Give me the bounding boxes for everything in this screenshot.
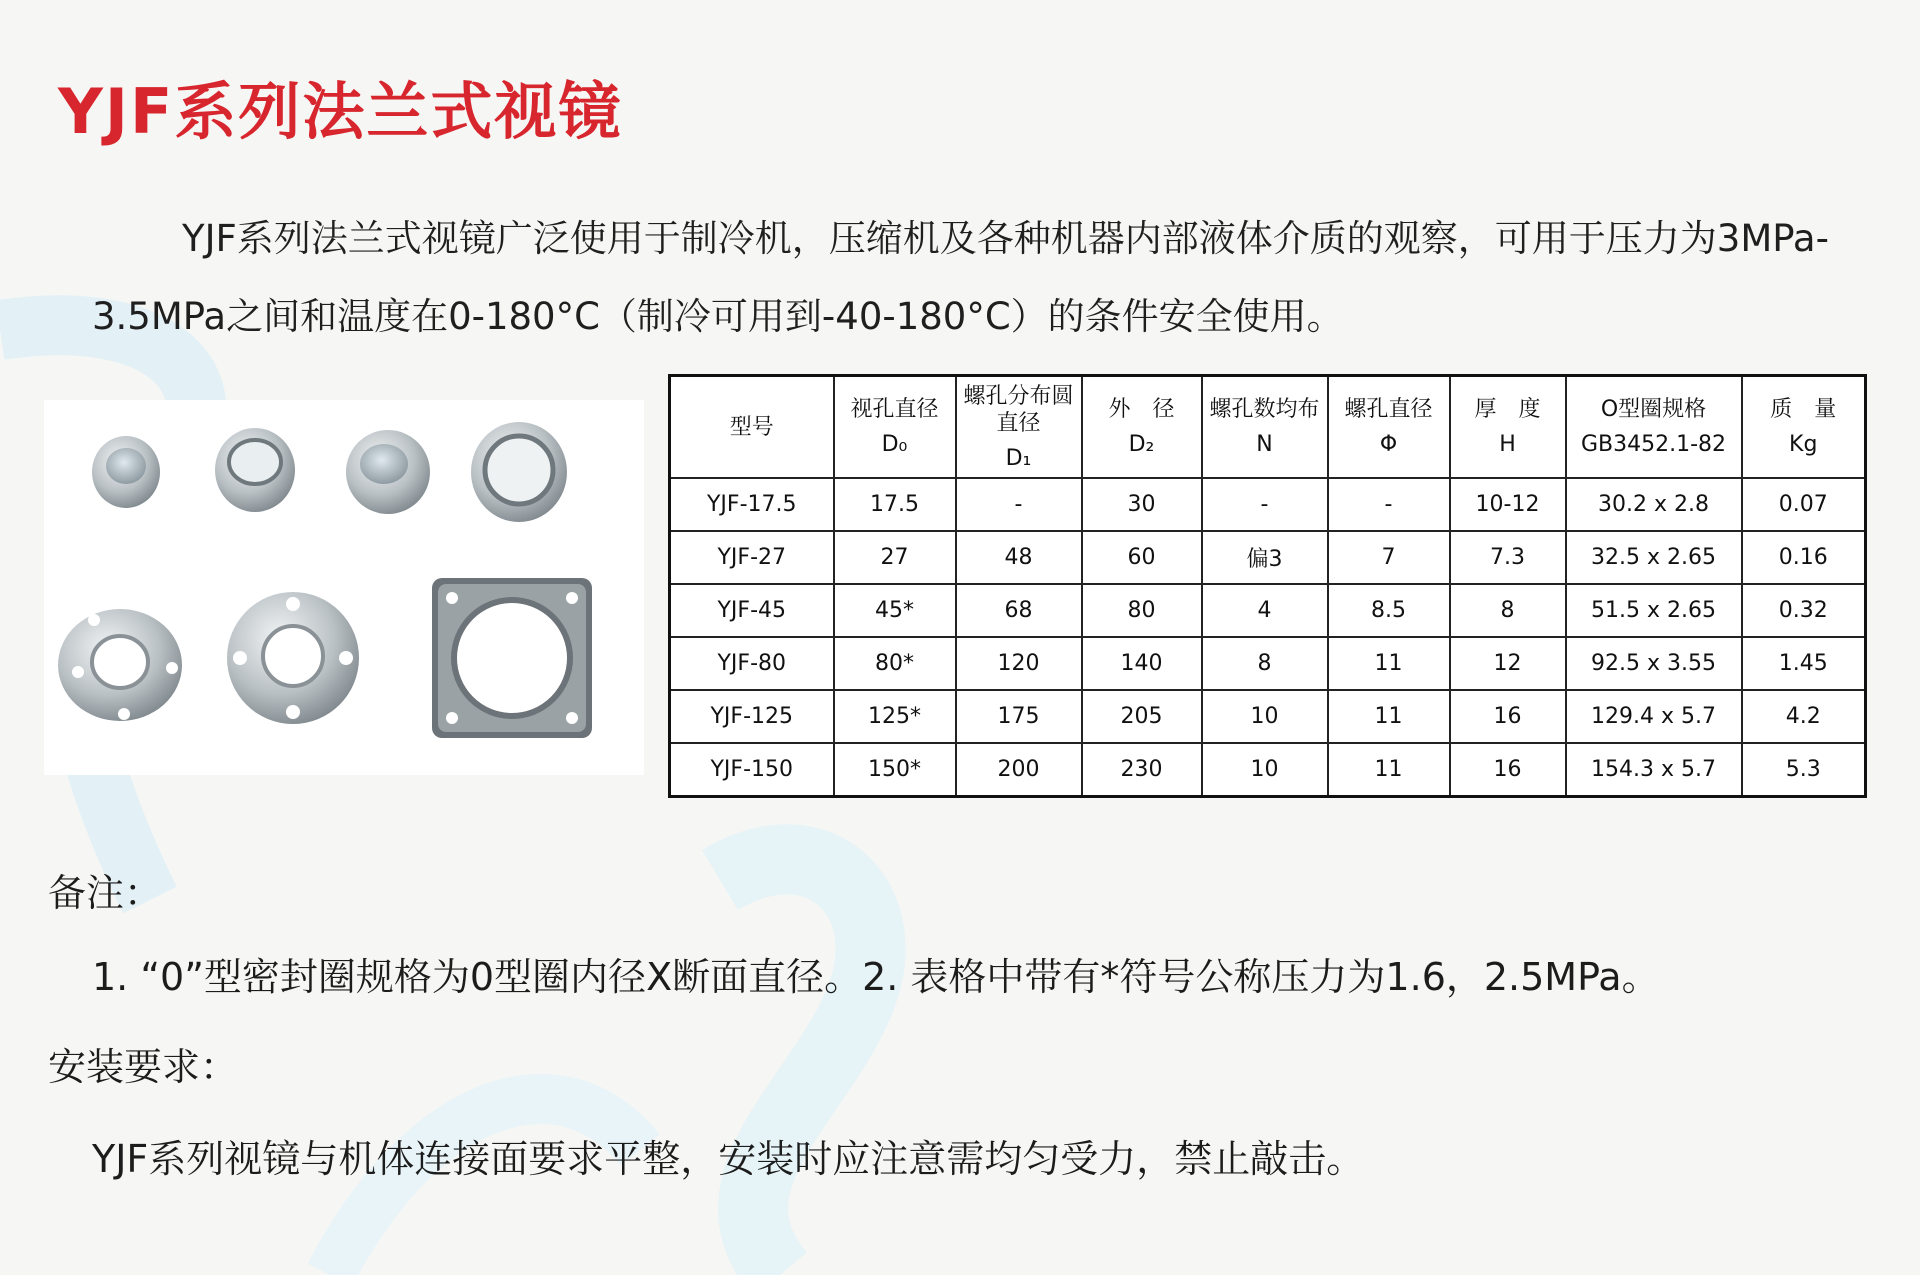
table-cell: 68 — [956, 584, 1082, 637]
table-row — [670, 478, 1866, 531]
table-cell: 8.5 — [1328, 584, 1450, 637]
notes-label: 备注： — [48, 871, 163, 915]
sight-glass-small-1 — [92, 436, 160, 508]
table-cell: - — [956, 478, 1082, 531]
table-cell: 51.5 x 2.65 — [1566, 584, 1742, 637]
install-label: 安装要求： — [48, 1045, 239, 1089]
table-cell: YJF-80 — [670, 637, 834, 690]
col-header-bolt-circle: 螺孔分布圆直径 D₁ — [956, 376, 1082, 479]
table-header-row — [670, 376, 1866, 479]
table-cell: 4 — [1202, 584, 1328, 637]
table-row — [670, 531, 1866, 584]
col-header-bolt-count: 螺孔数均布 N — [1202, 376, 1328, 479]
sight-glass-small-3 — [346, 430, 430, 514]
table-cell: 150* — [834, 743, 956, 797]
table-cell: - — [1202, 478, 1328, 531]
product-photo — [44, 400, 644, 775]
table-cell: 0.32 — [1742, 584, 1866, 637]
table-cell: 175 — [956, 690, 1082, 743]
table-cell: YJF-150 — [670, 743, 834, 797]
table-row — [670, 690, 1866, 743]
install-text: YJF系列视镜与机体连接面要求平整，安装时应注意需均匀受力，禁止敲击。 — [92, 1137, 1365, 1181]
table-cell: 11 — [1328, 743, 1450, 797]
table-cell: 10-12 — [1450, 478, 1566, 531]
table-cell: 16 — [1450, 690, 1566, 743]
table-cell: - — [1328, 478, 1450, 531]
table-cell: 16 — [1450, 743, 1566, 797]
table-cell: 205 — [1082, 690, 1202, 743]
table-cell: 11 — [1328, 690, 1450, 743]
sight-glass-small-4 — [471, 422, 567, 522]
col-header-bolt-diameter: 螺孔直径 Φ — [1328, 376, 1450, 479]
table-cell: 4.2 — [1742, 690, 1866, 743]
table-row — [670, 584, 1866, 637]
table-cell: 11 — [1328, 637, 1450, 690]
table-cell: 120 — [956, 637, 1082, 690]
table-cell: 45* — [834, 584, 956, 637]
intro-paragraph: YJF系列法兰式视镜广泛使用于制冷机，压缩机及各种机器内部液体介质的观察，可用于压力为3MPa-3.5MPa之间和温度在0-180°C（制冷可用到-40-180°C）的条件安全使用。 — [92, 217, 1829, 338]
sight-glass-illustration — [44, 400, 644, 775]
col-header-outer-diameter: 外 径 D₂ — [1082, 376, 1202, 479]
table-cell: 129.4 x 5.7 — [1566, 690, 1742, 743]
table-cell: YJF-45 — [670, 584, 834, 637]
page-title: YJF系列法兰式视镜 — [58, 75, 623, 148]
table-row — [670, 637, 1866, 690]
table-cell: YJF-125 — [670, 690, 834, 743]
table-cell: 200 — [956, 743, 1082, 797]
spec-table — [668, 374, 1867, 798]
table-cell: 1.45 — [1742, 637, 1866, 690]
table-cell: 7 — [1328, 531, 1450, 584]
table-cell: 30.2 x 2.8 — [1566, 478, 1742, 531]
table-cell: 12 — [1450, 637, 1566, 690]
table-cell: 80* — [834, 637, 956, 690]
table-cell: YJF-17.5 — [670, 478, 834, 531]
table-cell: 10 — [1202, 743, 1328, 797]
col-header-mass: 质 量 Kg — [1742, 376, 1866, 479]
notes-text: 1. “0”型密封圈规格为0型圈内径X断面直径。2. 表格中带有*符号公称压力为1.6，2.5MPa。 — [92, 955, 1660, 999]
table-cell: 48 — [956, 531, 1082, 584]
sight-glass-small-2 — [215, 428, 295, 512]
table-cell: 125* — [834, 690, 956, 743]
table-cell: 0.07 — [1742, 478, 1866, 531]
table-row — [670, 743, 1866, 797]
table-cell: 0.16 — [1742, 531, 1866, 584]
table-cell: 8 — [1450, 584, 1566, 637]
table-cell: 17.5 — [834, 478, 956, 531]
table-cell: 10 — [1202, 690, 1328, 743]
round-flange-1 — [58, 609, 182, 721]
col-header-o-ring: O型圈规格 GB3452.1-82 — [1566, 376, 1742, 479]
table-cell: 154.3 x 5.7 — [1566, 743, 1742, 797]
square-gasket-plate — [432, 578, 592, 738]
col-header-thickness: 厚 度 H — [1450, 376, 1566, 479]
table-cell: 140 — [1082, 637, 1202, 690]
col-header-sight-diameter: 视孔直径 D₀ — [834, 376, 956, 479]
table-cell: 30 — [1082, 478, 1202, 531]
col-header-model: 型号 — [670, 376, 834, 479]
table-cell: 92.5 x 3.55 — [1566, 637, 1742, 690]
table-cell: 8 — [1202, 637, 1328, 690]
table-cell: 230 — [1082, 743, 1202, 797]
table-cell: 7.3 — [1450, 531, 1566, 584]
round-flange-2 — [227, 592, 359, 724]
table-cell: 60 — [1082, 531, 1202, 584]
table-cell: 27 — [834, 531, 956, 584]
table-cell: YJF-27 — [670, 531, 834, 584]
table-cell: 32.5 x 2.65 — [1566, 531, 1742, 584]
table-cell: 偏3 — [1202, 531, 1328, 584]
table-cell: 5.3 — [1742, 743, 1866, 797]
table-cell: 80 — [1082, 584, 1202, 637]
